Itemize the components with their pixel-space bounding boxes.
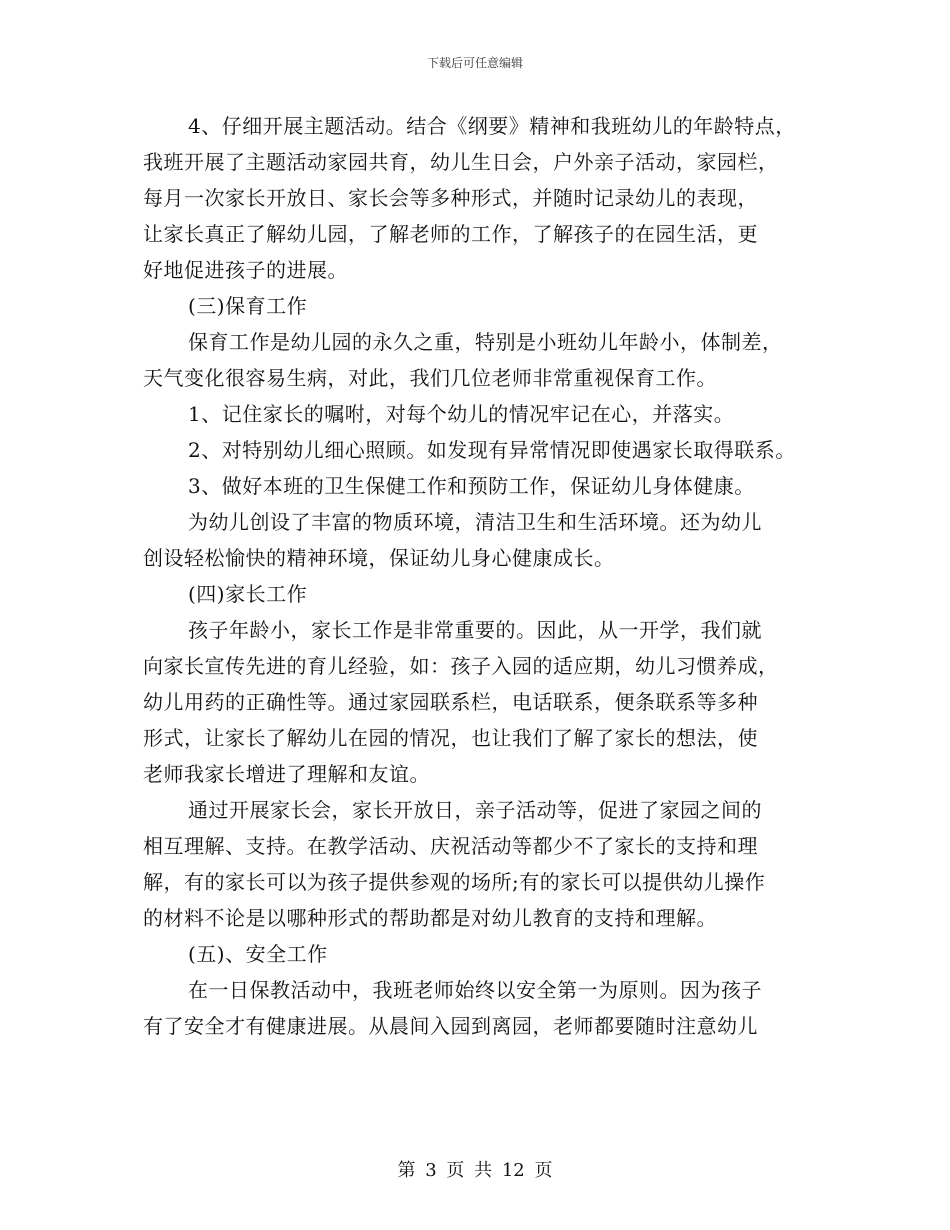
body-line: 4、仔细开展主题活动。结合《纲要》精神和我班幼儿的年龄特点，: [188, 114, 796, 138]
body-line: 1、记住家长的嘱咐，对每个幼儿的情况牢记在心，并落实。: [188, 402, 735, 426]
body-line: 2、对特别幼儿细心照顾。如发现有异常情况即使遇家长取得联系。: [188, 438, 796, 462]
body-line: 在一日保教活动中，我班老师始终以安全第一为原则。因为孩子: [188, 978, 762, 1002]
body-line: 形式，让家长了解幼儿在园的情况，也让我们了解了家长的想法，使: [143, 726, 758, 750]
section-heading: (四)家长工作: [188, 582, 308, 606]
body-line: 解，有的家长可以为孩子提供参观的场所;有的家长可以提供幼儿操作: [143, 870, 766, 894]
section-heading: (五)、安全工作: [188, 942, 328, 966]
body-line: 让家长真正了解幼儿园，了解老师的工作，了解孩子的在园生活，更: [143, 222, 758, 246]
page-header-note: 下载后可任意编辑: [426, 56, 523, 70]
body-line: 为幼儿创设了丰富的物质环境，清洁卫生和生活环境。还为幼儿: [188, 510, 762, 534]
section-heading: (三)保育工作: [188, 294, 308, 318]
page-number-footer: 第 3 页 共 12 页: [397, 1160, 553, 1181]
body-line: 天气变化很容易生病，对此，我们几位老师非常重视保育工作。: [143, 366, 717, 390]
body-line: 3、做好本班的卫生保健工作和预防工作，保证幼儿身体健康。: [188, 474, 755, 498]
body-line: 老师我家长增进了理解和友谊。: [143, 762, 430, 786]
body-line: 孩子年龄小，家长工作是非常重要的。因此，从一开学，我们就: [188, 618, 762, 642]
body-line: 相互理解、支持。在教学活动、庆祝活动等都少不了家长的支持和理: [143, 834, 758, 858]
body-line: 有了安全才有健康进展。从晨间入园到离园，老师都要随时注意幼儿: [143, 1014, 758, 1038]
document-body: [143, 108, 823, 1044]
body-line: 向家长宣传先进的育儿经验，如：孩子入园的适应期，幼儿习惯养成，: [143, 654, 779, 678]
body-line: 保育工作是幼儿园的永久之重，特别是小班幼儿年龄小，体制差，: [188, 330, 783, 354]
body-line: 好地促进孩子的进展。: [143, 258, 348, 282]
body-line: 每月一次家长开放日、家长会等多种形式，并随时记录幼儿的表现，: [143, 186, 758, 210]
body-line: 创设轻松愉快的精神环境，保证幼儿身心健康成长。: [143, 546, 615, 570]
body-line: 的材料不论是以哪种形式的帮助都是对幼儿教育的支持和理解。: [143, 906, 717, 930]
body-line: 通过开展家长会，家长开放日，亲子活动等，促进了家园之间的: [188, 798, 762, 822]
body-line: 幼儿用药的正确性等。通过家园联系栏，电话联系，便条联系等多种: [143, 690, 758, 714]
body-line: 我班开展了主题活动家园共育，幼儿生日会，户外亲子活动，家园栏，: [143, 150, 779, 174]
